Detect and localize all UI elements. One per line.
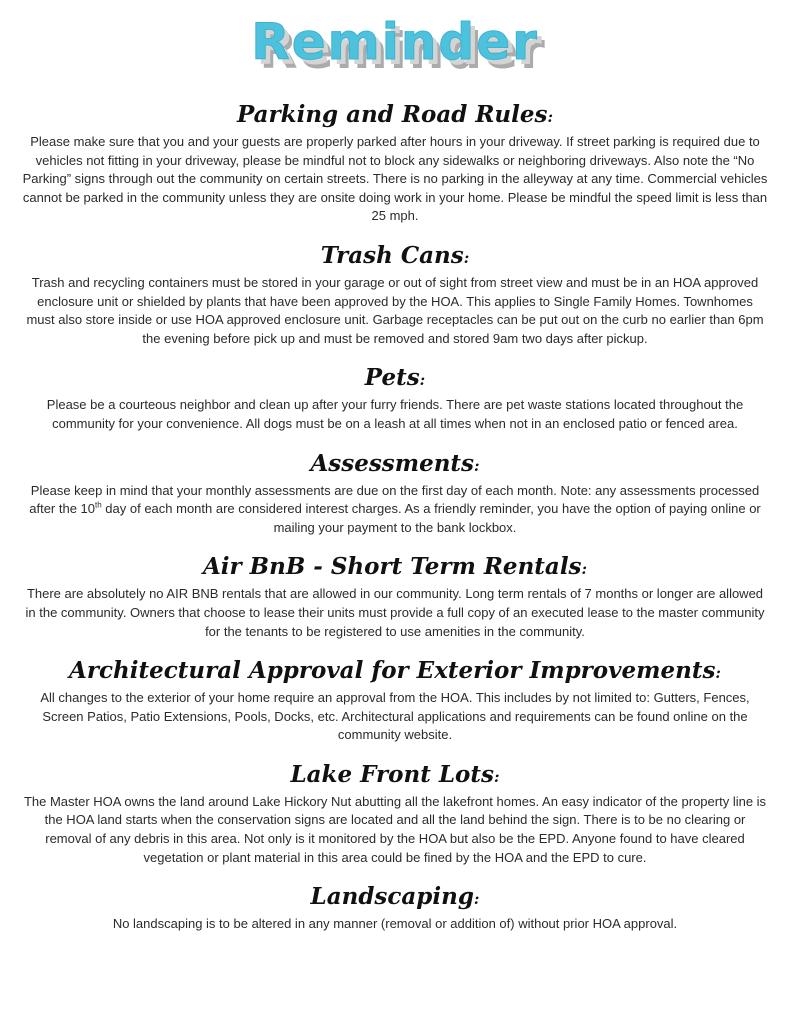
section-body: No landscaping is to be altered in any manner (removal or addition of) without prior HOA approval. bbox=[112, 916, 678, 932]
section-heading: Lake Front Lots: bbox=[290, 760, 500, 788]
section-short-term-rentals bbox=[22, 551, 768, 641]
section-body: All changes to the exterior of your home require an approval from the HOA. This includes by not limited to: Gutters, Fences, Screen Patios, Patio Extensions, Pools, Docks, etc. Architectural applications and requirements can be found online on the community website. bbox=[40, 690, 750, 743]
section-heading: Air BnB - Short Term Rentals: bbox=[202, 553, 588, 581]
section-landscaping bbox=[22, 881, 768, 934]
section-lake-front-lots bbox=[22, 759, 768, 867]
section-body: There are absolutely no AIR BNB rentals that are allowed in our community. Long term rentals of 7 months or longer are allowed in the community. Owners that choose to lease their units must provide a full copy of an executed lease to the master community for the tenants to be registered to use amenities in the community. bbox=[25, 586, 765, 639]
content bbox=[22, 99, 768, 934]
banner-title: Reminder bbox=[251, 13, 539, 71]
section-assessments bbox=[22, 448, 768, 538]
section-architectural-approval bbox=[22, 655, 768, 745]
section-heading: Pets: bbox=[364, 364, 426, 392]
section-body: Please make sure that you and your guests are properly parked after hours in your driveway. If street parking is required due to vehicles not fitting in your driveway, please be mindful not to block any sidewalks or neighboring driveways. Also note the “No Parking” signs through out the community on certain streets. There is no parking in the alleyway at any time. Commercial vehicles cannot be parked in the community unless they are onsite doing work in your home. Please be mindful the speed limit is less than 25 mph. bbox=[22, 134, 768, 224]
section-trash-cans bbox=[22, 240, 768, 348]
section-heading: Landscaping: bbox=[310, 883, 480, 911]
section-body: Please be a courteous neighbor and clean up after your furry friends. There are pet waste stations located throughout the community for your convenience. All dogs must be on a leash at all times when not in an enclosed patio or fenced area. bbox=[46, 397, 744, 431]
section-body: The Master HOA owns the land around Lake Hickory Nut abutting all the lakefront homes. An easy indicator of the property line is the HOA land starts when the conservation signs are located and all the land behind the sign. There is to be no clearing or removal of any debris in this area. Not only is it monitored by the HOA but also be the EPD. Anyone found to have cleared vegetation or plant material in this area could be fined by the HOA and the EPD to cure. bbox=[23, 793, 767, 865]
section-heading: Parking and Road Rules: bbox=[236, 101, 554, 128]
section-body: Please keep in mind that your monthly assessments are due on the first day of each month. Note: any assessments processed after the 10th day of each month are considered interest charges. As a friendly reminder, you have the option of paying online or mailing your payment to the bank lockbox. bbox=[29, 482, 761, 535]
section-pets bbox=[22, 362, 768, 433]
section-body: Trash and recycling containers must be stored in your garage or out of sight from street view and must be in an HOA approved enclosure unit or shielded by plants that have been approved by the HOA. This applies to Single Family Homes. Townhomes must also store inside or use HOA approved enclosure unit. Garbage receptacles can be put out on the curb no earlier than 6pm the evening before pick up and must be removed and stored 9am two days after pickup. bbox=[26, 274, 764, 346]
banner bbox=[0, 10, 790, 82]
section-parking bbox=[22, 99, 768, 226]
section-heading: Trash Cans: bbox=[320, 241, 470, 269]
ordinal-suffix: th bbox=[95, 500, 102, 510]
section-heading: Architectural Approval for Exterior Improvements: bbox=[69, 657, 721, 685]
section-heading: Assessments: bbox=[310, 449, 480, 477]
